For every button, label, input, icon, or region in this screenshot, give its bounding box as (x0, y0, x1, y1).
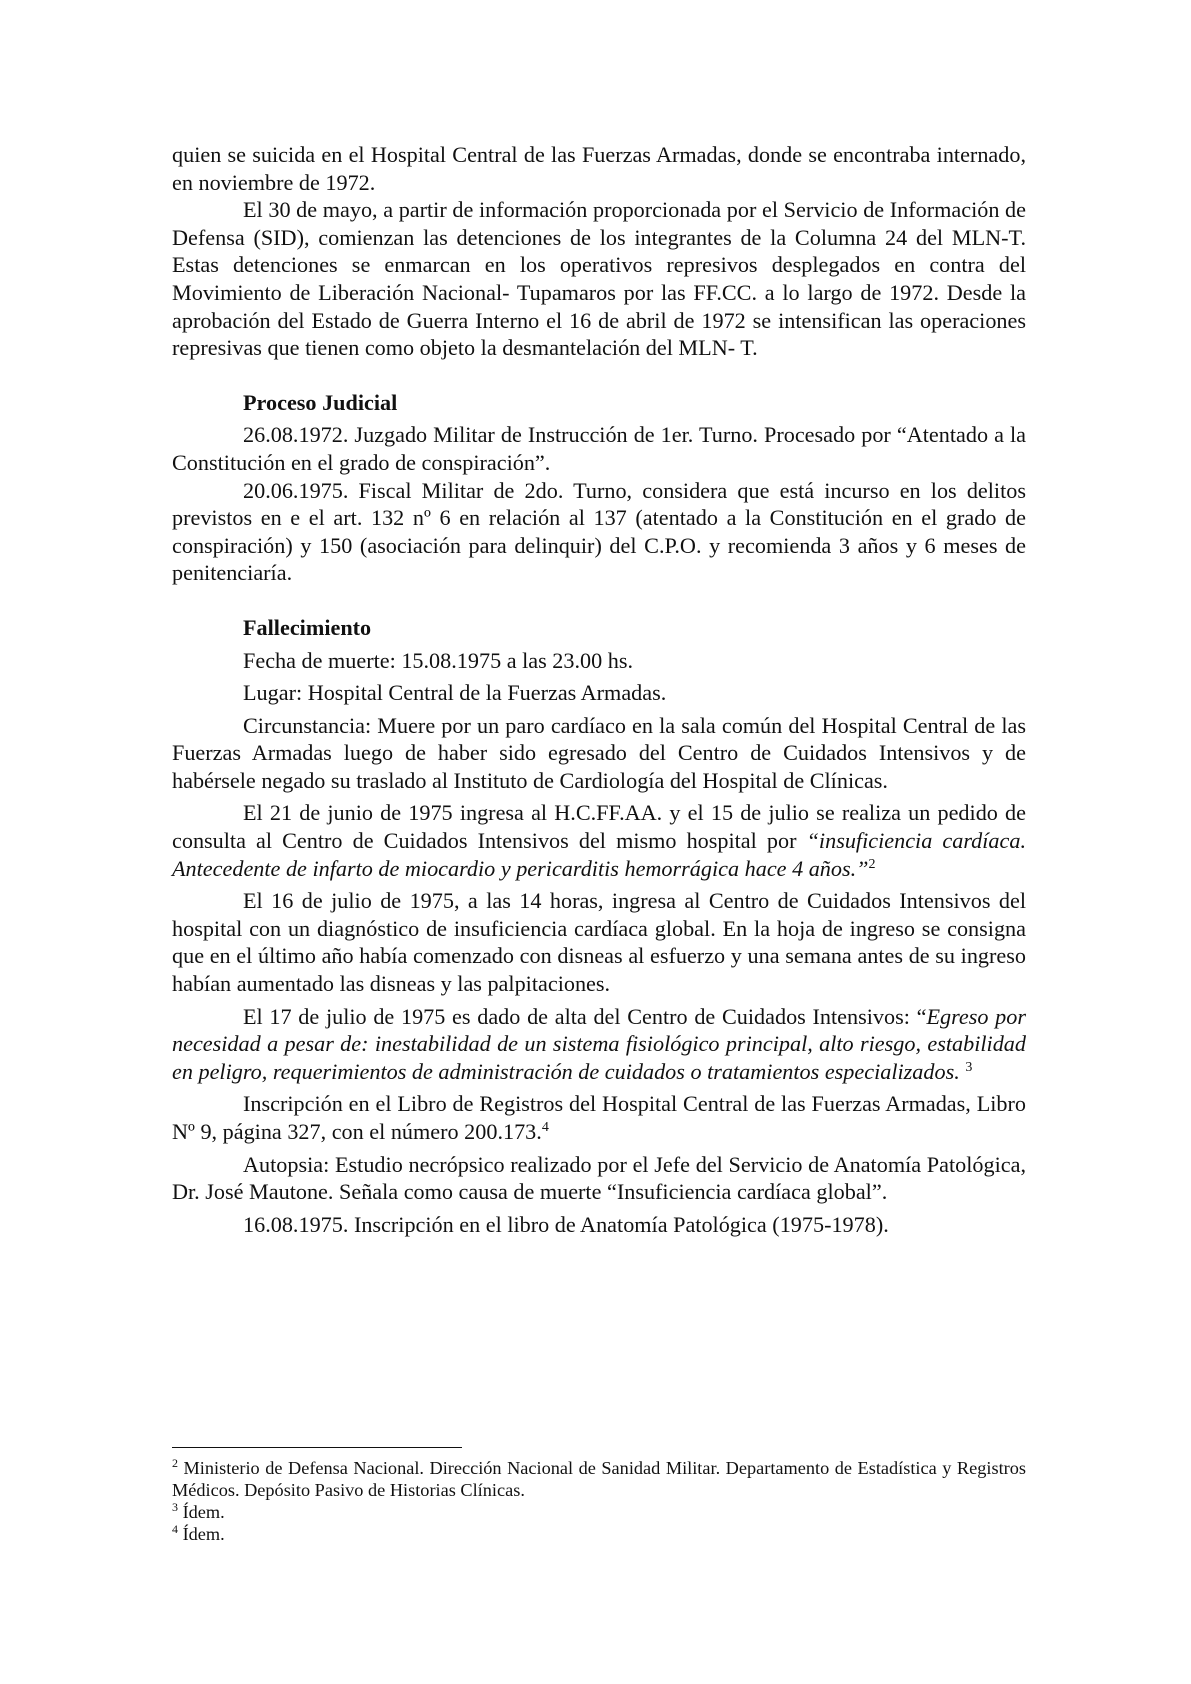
paragraph-alta (172, 1003, 1026, 1086)
paragraph-detenciones: El 30 de mayo, a partir de información proporcionada por el Servicio de Información de Defensa (SID), comienzan las detenciones de los integrantes de la Columna 24 del MLN-T. Estas detenciones se enmarcan en los operativos represivos desplegados en contra del Movimiento de Liberación Nacional- Tupamaros por las FF.CC. a lo largo de 1972. Desde la aprobación del Estado de Guerra Interno el 16 de abril de 1972 se intensifican las operaciones represivas que tienen como objeto la desmantelación del MLN- T. (172, 197, 1026, 361)
footnotes (172, 1447, 1026, 1545)
paragraph-autopsia: Autopsia: Estudio necrópsico realizado por el Jefe del Servicio de Anatomía Patológica, Dr. José Mautone. Señala como causa de muerte “Insuficiencia cardíaca global”. (172, 1151, 1026, 1205)
footnote-3 (172, 1501, 1026, 1523)
footnote-text: Ídem. (182, 1524, 225, 1544)
footnote-ref-3: 3 (965, 1059, 973, 1075)
footnote-4 (172, 1523, 1026, 1545)
footnote-number: 2 (172, 1456, 178, 1470)
heading-proceso-judicial: Proceso Judicial (243, 389, 398, 415)
paragraph-circunstancia: Circunstancia: Muere por un paro cardíaco en la sala común del Hospital Central de las Fuerzas Armadas luego de haber sido egresado del Centro de Cuidados Intensivos y de habérsele negado su traslado al Instituto de Cardiología del Hospital de Clínicas. (172, 712, 1026, 793)
footnote-number: 3 (172, 1500, 178, 1514)
paragraph-procesado: 26.08.1972. Juzgado Militar de Instrucción de 1er. Turno. Procesado por “Atentado a la Constitución en el grado de conspiración”. (172, 422, 1026, 475)
inscripcion-text: Inscripción en el Libro de Registros del Hospital Central de las Fuerzas Armadas, Libro Nº 9, página 327, con el número 200.173. (172, 1091, 1026, 1144)
paragraph-ingreso (172, 799, 1026, 882)
paragraph-lugar: Lugar: Hospital Central de la Fuerzas Armadas. (243, 680, 667, 706)
footnote-2 (172, 1457, 1026, 1501)
paragraph-cti: El 16 de julio de 1975, a las 14 horas, ingresa al Centro de Cuidados Intensivos del hospital con un diagnóstico de insuficiencia cardíaca global. En la hoja de ingreso se consigna que en el último año había comenzado con disneas al esfuerzo y una semana antes de su ingreso habían aumentado las disneas y las palpitaciones. (172, 888, 1026, 997)
paragraph-suicide: quien se suicida en el Hospital Central de las Fuerzas Armadas, donde se encontraba internado, en noviembre de 1972. (172, 142, 1026, 195)
footnote-number: 4 (172, 1522, 178, 1536)
heading-fallecimiento: Fallecimiento (243, 614, 372, 640)
footnote-divider (172, 1447, 462, 1448)
footnote-text: Ídem. (182, 1502, 225, 1522)
alta-quote: Egreso por necesidad a pesar de: inestabilidad de un sistema fisiológico principal, alto riesgo, estabilidad en peligro, requerimientos de administración de cuidados o tratamientos especializados. (172, 1003, 1026, 1084)
paragraph-anatomia: 16.08.1975. Inscripción en el libro de Anatomía Patológica (1975-1978). (243, 1211, 889, 1237)
paragraph-inscripcion (172, 1090, 1026, 1145)
ingreso-text: El 21 de junio de 1975 ingresa al H.C.FF.AA. y el 15 de julio se realiza un pedido de consulta al Centro de Cuidados Intensivos del mismo hospital por (172, 800, 1026, 854)
paragraph-fiscal: 20.06.1975. Fiscal Militar de 2do. Turno, considera que está incurso en los delitos previstos en e el art. 132 nº 6 en relación al 137 (atentado a la Constitución en el grado de conspiración) y 150 (asociación para delinquir) del C.P.O. y recomienda 3 años y 6 meses de penitenciaría. (172, 477, 1026, 586)
paragraph-fecha-muerte: Fecha de muerte: 15.08.1975 a las 23.00 hs. (243, 647, 634, 673)
alta-text: El 17 de julio de 1975 es dado de alta del Centro de Cuidados Intensivos: “ (243, 1003, 927, 1029)
ingreso-quote: “insuficiencia cardíaca. Antecedente de infarto de miocardio y pericarditis hemorrágica hace 4 años.” (172, 828, 1026, 881)
footnote-ref-4: 4 (541, 1120, 549, 1135)
footnote-ref-2: 2 (868, 856, 876, 872)
footnote-text: Ministerio de Defensa Nacional. Dirección Nacional de Sanidad Militar. Departamento de Estadística y Registros Médicos. Depósito Pasivo de Historias Clínicas. (172, 1458, 1026, 1500)
document-body (172, 141, 1026, 1238)
